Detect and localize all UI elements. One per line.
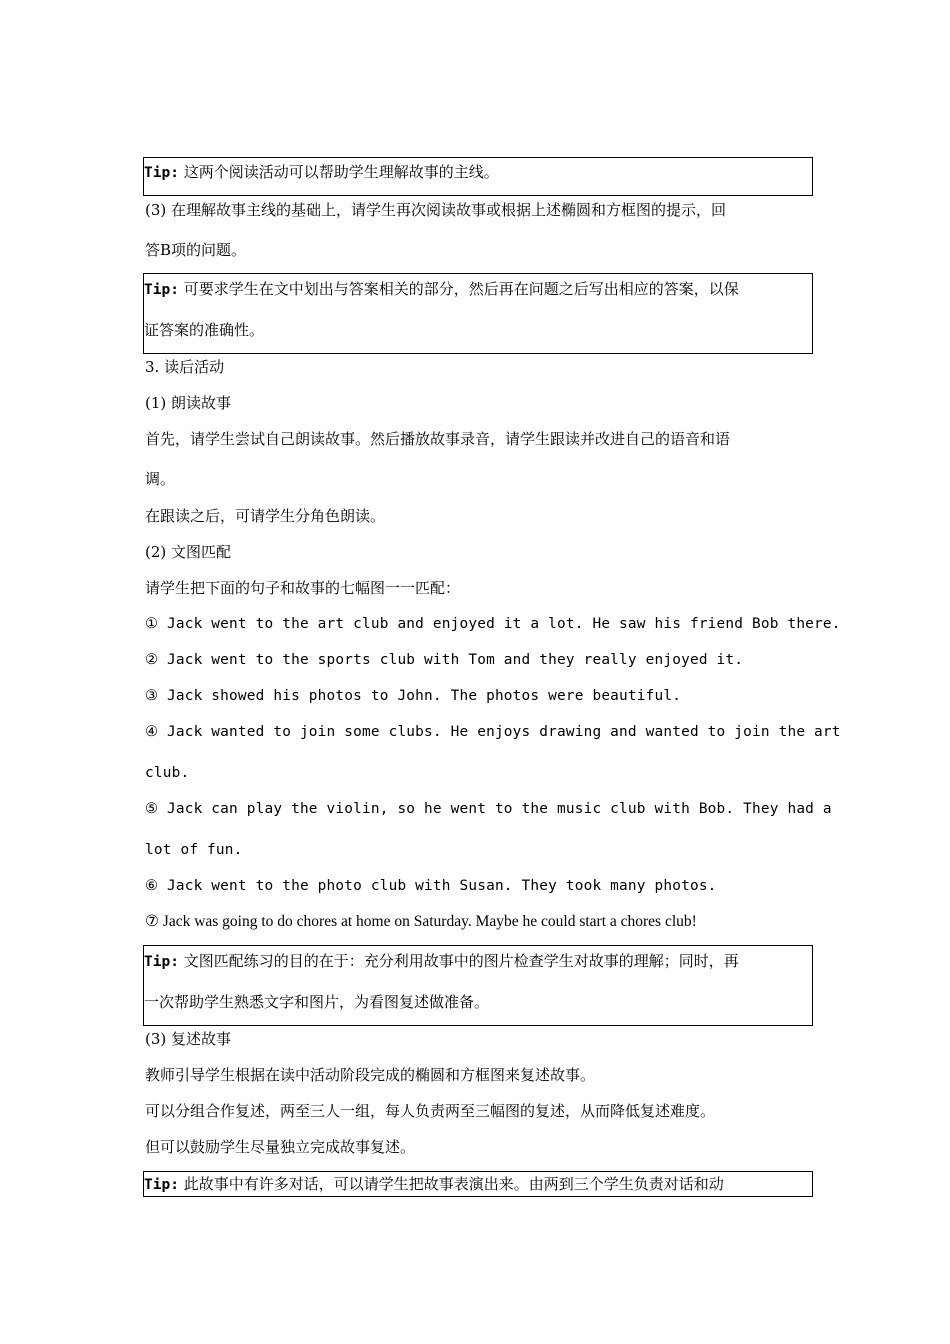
list-item	[145, 614, 841, 634]
tip-text: 此故事中有许多对话，可以请学生把故事表演出来。由两到三个学生负责对话和动	[183, 1175, 724, 1193]
tip-box-2	[143, 273, 813, 354]
item-number: ①	[145, 616, 159, 632]
item-number: ⑥	[145, 878, 159, 894]
list-item	[145, 876, 815, 896]
list-item	[145, 799, 832, 819]
tip-box-4	[143, 1171, 813, 1197]
paragraph: 请学生把下面的句子和故事的七幅图一一匹配：	[145, 579, 461, 597]
tip-label: Tip:	[144, 954, 179, 970]
tip-label: Tip:	[144, 1177, 179, 1193]
tip-label: Tip:	[144, 165, 179, 181]
sub-heading: (2) 文图匹配	[145, 543, 232, 561]
item-number: ④	[145, 724, 159, 740]
item-text: Jack can play the violin, so he went to the music club with Bob. They had a	[166, 801, 832, 817]
paragraph: (3) 在理解故事主线的基础上，请学生再次阅读故事或根据上述椭圆和方框图的提示，回	[145, 201, 727, 219]
tip-text: 可要求学生在文中划出与答案相关的部分，然后再在问题之后写出相应的答案，以保	[183, 280, 739, 298]
tip-text: 证答案的准确性。	[144, 321, 265, 339]
list-item	[145, 912, 815, 932]
tip-text: 这两个阅读活动可以帮助学生理解故事的主线。	[183, 163, 499, 181]
paragraph: 答B项的问题。	[145, 241, 247, 259]
sub-heading: (1) 朗读故事	[145, 394, 232, 412]
item-text: Jack showed his photos to John. The photos were beautiful.	[166, 688, 682, 704]
item-text: Jack went to the art club and enjoyed it a lot. He saw his friend Bob there.	[166, 616, 841, 632]
item-text: Jack went to the sports club with Tom and they really enjoyed it.	[166, 652, 744, 668]
paragraph: 在跟读之后，可请学生分角色朗读。	[145, 507, 386, 525]
item-text: Jack wanted to join some clubs. He enjoys drawing and wanted to join the art	[166, 724, 841, 740]
paragraph: 但可以鼓励学生尽量独立完成故事复述。	[145, 1138, 416, 1156]
tip-box-1	[143, 157, 813, 196]
tip-box-3	[143, 945, 813, 1026]
list-item-continuation: club.	[145, 765, 190, 781]
item-number: ③	[145, 688, 159, 704]
tip-text: 文图匹配练习的目的在于：充分利用故事中的图片检查学生对故事的理解；同时，再	[183, 952, 739, 970]
sub-heading: (3) 复述故事	[145, 1030, 232, 1048]
tip-text: 一次帮助学生熟悉文字和图片，为看图复述做准备。	[144, 993, 490, 1011]
paragraph: 调。	[145, 470, 176, 488]
paragraph: 首先，请学生尝试自己朗读故事。然后播放故事录音，请学生跟读并改进自己的语音和语	[145, 430, 731, 448]
paragraph: 教师引导学生根据在读中活动阶段完成的椭圆和方框图来复述故事。	[145, 1066, 596, 1084]
tip-label: Tip:	[144, 282, 179, 298]
list-item	[145, 722, 841, 742]
list-item-continuation: lot of fun.	[145, 842, 243, 858]
paragraph: 可以分组合作复述，两至三人一组，每人负责两至三幅图的复述，从而降低复述难度。	[145, 1102, 716, 1120]
item-number: ②	[145, 652, 159, 668]
section-heading: 3. 读后活动	[145, 358, 225, 376]
item-text: Jack was going to do chores at home on Saturday. Maybe he could start a chores club!	[162, 913, 697, 930]
list-item	[145, 686, 815, 706]
item-number: ⑤	[145, 801, 159, 817]
item-text: Jack went to the photo club with Susan. They took many photos.	[166, 878, 717, 894]
item-number: ⑦	[145, 913, 159, 930]
list-item	[145, 650, 815, 670]
